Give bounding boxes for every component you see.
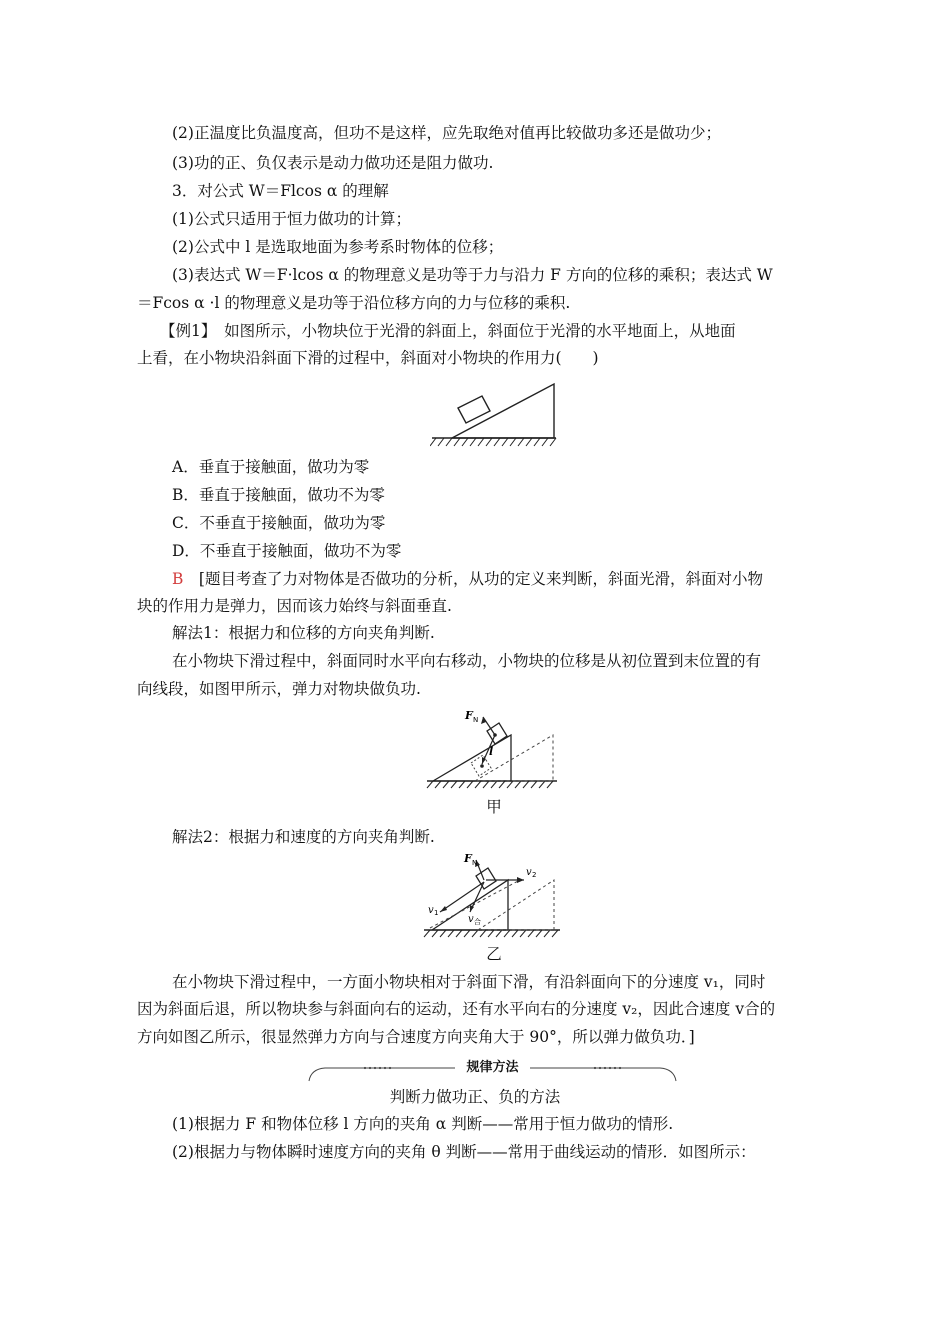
text-line: 在小物块下滑过程中，一方面小物块相对于斜面下滑，有沿斜面向下的分速度 v₁，同时	[172, 973, 766, 991]
option-d: D．不垂直于接触面，做功不为零	[172, 542, 402, 560]
label-force: F	[465, 709, 473, 722]
method-banner	[305, 1059, 680, 1087]
text-line: 方向如图乙所示，很显然弹力方向与合速度方向夹角大于 90°，所以弹力做负功．]	[137, 1028, 695, 1046]
label-v1: v	[428, 905, 434, 916]
figure-yi-caption: 乙	[486, 945, 502, 963]
figure-jia-caption: 甲	[486, 798, 502, 816]
label-force-sub: N	[472, 859, 478, 867]
banner-label: 规律方法	[466, 1060, 519, 1075]
text-line: 在小物块下滑过程中，斜面同时水平向右移动，小物块的位移是从初位置到末位置的有	[172, 652, 762, 670]
incline-figure	[430, 380, 560, 452]
figure-yi	[420, 850, 565, 940]
label-displacement: l	[489, 745, 494, 758]
text-line: 3．对公式 W＝Flcos α 的理解	[172, 182, 389, 200]
text-line: 块的作用力是弹力，因而该力始终与斜面垂直.	[137, 597, 452, 615]
label-force-sub: N	[473, 716, 479, 724]
text-line: 上看，在小物块沿斜面下滑的过程中，斜面对小物块的作用力( )	[137, 349, 599, 367]
option-a: A．垂直于接触面，做功为零	[172, 458, 370, 476]
option-c: C．不垂直于接触面，做功为零	[172, 514, 386, 532]
text-line: (1)公式只适用于恒力做功的计算；	[172, 210, 411, 228]
rules-title: 判断力做功正、负的方法	[389, 1088, 561, 1106]
rule-1: (1)根据力 F 和物体位移 l 方向的夹角 α 判断——常用于恒力做功的情形.	[172, 1115, 674, 1133]
method1-title: 解法1：根据力和位移的方向夹角判断.	[172, 624, 435, 642]
label-v2-sub: 2	[532, 871, 537, 879]
method2-title: 解法2：根据力和速度的方向夹角判断.	[172, 828, 435, 846]
answer-line	[172, 568, 862, 590]
label-vhe: v	[468, 914, 474, 925]
figure-jia	[425, 705, 560, 791]
text-line: ＝Fcos α ·l 的物理意义是功等于沿位移方向的力与位移的乘积.	[137, 294, 571, 312]
text-line: (2)正温度比负温度高，但功不是这样，应先取绝对值再比较做功多还是做功少；	[172, 124, 721, 142]
label-v2: v	[526, 867, 532, 878]
text-line: (3)功的正、负仅表示是动力做功还是阻力做功.	[172, 154, 494, 172]
option-b: B．垂直于接触面，做功不为零	[172, 486, 385, 504]
answer-letter: B	[172, 570, 184, 588]
rule-2: (2)根据力与物体瞬时速度方向的夹角 θ 判断——常用于曲线运动的情形．如图所示：	[172, 1143, 756, 1161]
text-line: 向线段，如图甲所示，弹力对物块做负功.	[137, 680, 421, 698]
text-line: 因为斜面后退，所以物块参与斜面向右的运动，还有水平向右的分速度 v₂，因此合速度 v合的	[137, 1000, 776, 1018]
example-heading: 【例1】 如图所示，小物块位于光滑的斜面上，斜面位于光滑的水平地面上，从地面	[160, 322, 736, 340]
label-v1-sub: 1	[434, 909, 439, 917]
label-vhe-sub: 合	[474, 918, 481, 926]
answer-text: [题目考查了力对物体是否做功的分析，从功的定义来判断，斜面光滑，斜面对小物	[183, 570, 763, 588]
label-force: F	[464, 852, 472, 865]
text-line: (2)公式中 l 是选取地面为参考系时物体的位移；	[172, 238, 504, 256]
text-line: (3)表达式 W＝F·lcos α 的物理意义是功等于力与沿力 F 方向的位移的乘积；表达式 W	[172, 266, 773, 284]
